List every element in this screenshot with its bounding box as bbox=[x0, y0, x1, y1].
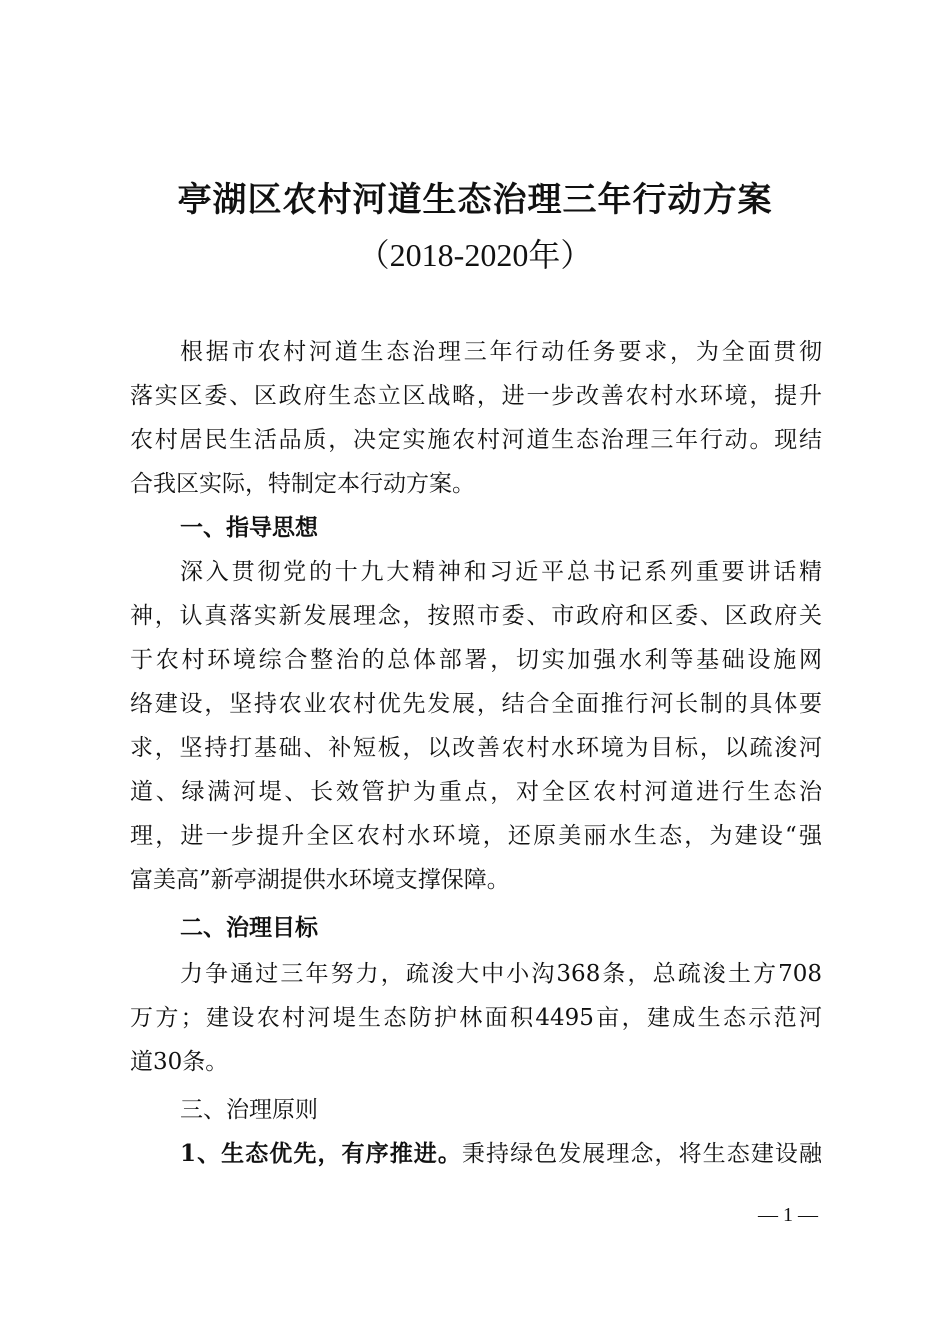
intro-line: 合我区实际，特制定本行动方案。 bbox=[130, 471, 475, 497]
intro-line: 农村居民生活品质，决定实施农村河道生态治理三年行动。现结 bbox=[130, 427, 822, 453]
page-number: — 1 — bbox=[758, 1204, 818, 1226]
section2-line: 道30条。 bbox=[130, 1049, 229, 1075]
section1-line: 深入贯彻党的十九大精神和习近平总书记系列重要讲话精 bbox=[180, 559, 822, 585]
item1-title: 1、生态优先，有序推进。 bbox=[180, 1140, 462, 1167]
section-heading-1: 一、指导思想 bbox=[180, 515, 318, 541]
section1-line: 道、绿满河堤、长效管护为重点，对全区农村河道进行生态治 bbox=[130, 779, 822, 805]
section1-line: 理，进一步提升全区农村水环境，还原美丽水生态，为建设“强 bbox=[130, 823, 822, 849]
section1-line: 神，认真落实新发展理念，按照市委、市政府和区委、区政府关 bbox=[130, 603, 822, 629]
section3-item1 bbox=[180, 1138, 822, 1170]
intro-line: 根据市农村河道生态治理三年行动任务要求，为全面贯彻 bbox=[180, 339, 822, 365]
section2-line: 万方；建设农村河堤生态防护林面积4495亩，建成生态示范河 bbox=[130, 1005, 822, 1031]
item1-text: 秉持绿色发展理念，将生态建设融 bbox=[461, 1141, 822, 1167]
intro-line: 落实区委、区政府生态立区战略，进一步改善农村水环境，提升 bbox=[130, 383, 822, 409]
section1-line: 络建设，坚持农业农村优先发展，结合全面推行河长制的具体要 bbox=[130, 691, 822, 717]
section-heading-3: 三、治理原则 bbox=[180, 1097, 318, 1123]
section1-line: 富美高”新亭湖提供水环境支撑保障。 bbox=[130, 867, 510, 893]
section1-line: 求，坚持打基础、补短板，以改善农村水环境为目标，以疏浚河 bbox=[130, 735, 822, 761]
section1-line: 于农村环境综合整治的总体部署，切实加强水利等基础设施网 bbox=[130, 647, 822, 673]
section2-line: 力争通过三年努力，疏浚大中小沟368条，总疏浚土方708 bbox=[180, 961, 822, 987]
document-subtitle: （2018-2020年） bbox=[357, 237, 593, 273]
document-title: 亭湖区农村河道生态治理三年行动方案 bbox=[177, 180, 773, 220]
section-heading-2: 二、治理目标 bbox=[180, 915, 318, 941]
